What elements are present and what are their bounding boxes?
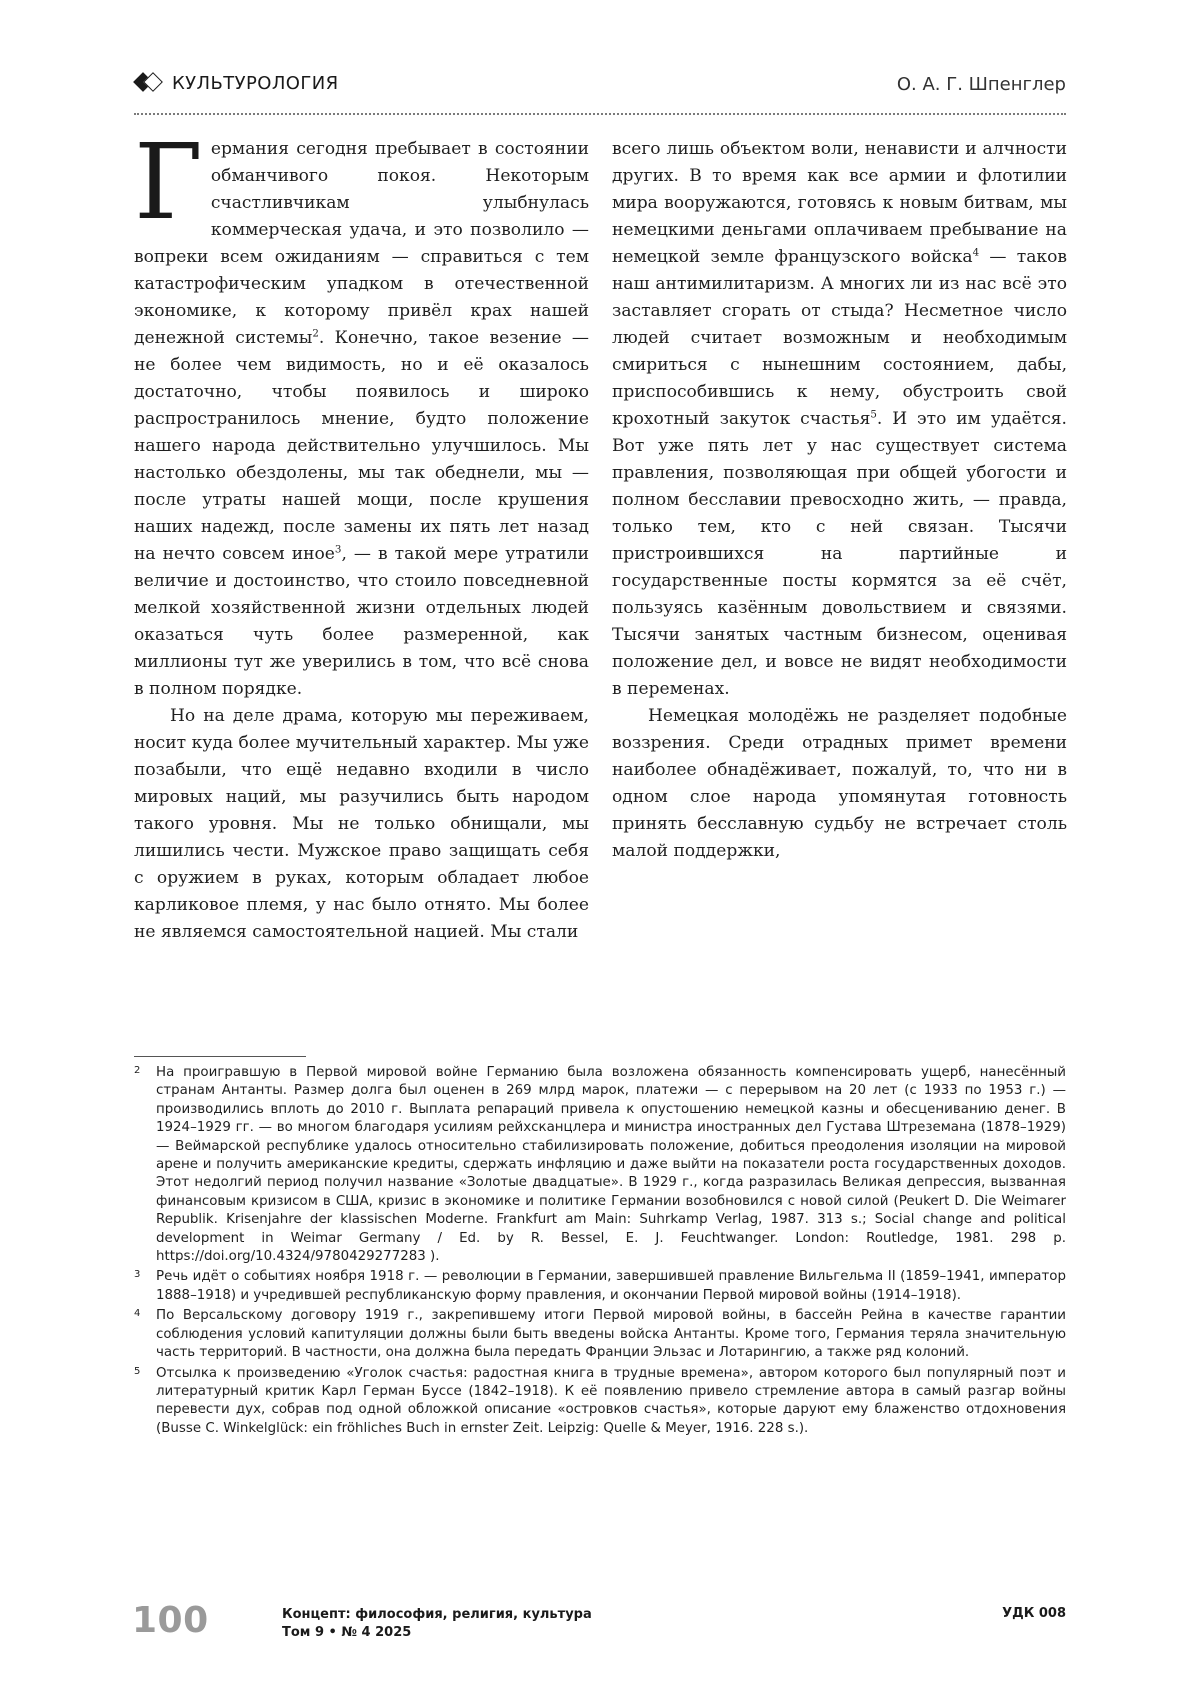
footnote-number: 2 bbox=[134, 1065, 141, 1076]
section-heading bbox=[134, 72, 338, 94]
journal-volume: Том 9 bbox=[282, 1625, 324, 1640]
paragraph-2-part-a: Но на деле драма, которую мы переживаем, носит куда более мучительный характер. Мы уже позабыли, что ещё недавно входили в число мировых наций, мы разучились быть народом такого уровня. Мы не только обнищали, мы лишились чести. Мужское право защищать себя с оружием в руках, которым обладает любое карликовое племя, у нас было отнято. Мы более не являемся самостоятельной нацией. Мы стали bbox=[134, 706, 589, 942]
footnote-ref-5[interactable]: 5 bbox=[870, 408, 877, 421]
diamond-icon bbox=[134, 72, 164, 94]
paragraph-3: Немецкая молодёжь не разделяет подобные воззрения. Среди отрадных примет времени наиболее обнадёживает, пожалуй, то, что ни в одном слое народа упомянутая готовность принять бесславную судьбу не встречает столь малой поддержки, bbox=[612, 706, 1067, 861]
footnote-2 bbox=[134, 1064, 1066, 1266]
footnote-divider bbox=[134, 1056, 306, 1057]
footnote-text: Отсылка к произведению «Уголок счастья: радостная книга в трудные времена», автором которого был популярный поэт и литературный критик Карл Герман Буссе (1842–1918). К её появлению привело стремление автора в самый разгар войны перевести дух, собрав под одной обложкой описание «островков счастья», которые даруют ему блаженство отдохновения (Busse C. Winkelglück: ein fröhliches Buch in ernster Zeit. Leipzig: Quelle & Meyer, 1916. 228 s.). bbox=[156, 1365, 1066, 1436]
udk-code: УДК 008 bbox=[1002, 1606, 1066, 1621]
paragraph-1-part-b: . Конечно, такое везение — не более чем видимость, но и её оказалось достаточно, чтобы появилось и широко распространилось мнение, будто положение нашего народа действительно улучшилось. Мы настолько обездолены, мы так обеднели, мы — после утраты нашей мощи, после крушения наших надежд, после замены их пять лет назад на нечто совсем иное bbox=[134, 328, 589, 564]
journal-info bbox=[282, 1606, 592, 1642]
footnote-text: Речь идёт о событиях ноября 1918 г. — революции в Германии, завершившей правление Вильгельма II (1859–1941, император 1888–1918) и учредившей республиканскую форму правления, и окончании Первой мировой войны (1914–1918). bbox=[156, 1269, 1066, 1303]
body-column-right bbox=[612, 136, 1067, 865]
footnote-3 bbox=[134, 1268, 1066, 1305]
journal-title: Концепт: философия, религия, культура bbox=[282, 1607, 592, 1622]
journal-number: № 4 2025 bbox=[341, 1625, 412, 1640]
journal-issue bbox=[282, 1624, 592, 1642]
page-number: 100 bbox=[132, 1600, 209, 1641]
footnotes bbox=[134, 1064, 1066, 1440]
paragraph-1-part-a: ермания сегодня пребывает в состоянии обманчивого покоя. Некоторым счастливчикам улыбнулась коммерческая удача, и это позволило — вопреки всем ожиданиям — справиться с тем катастрофическим упадком в отечественной экономике, к которому привёл крах нашей денежной системы bbox=[134, 139, 589, 348]
footnote-number: 4 bbox=[134, 1308, 141, 1320]
running-header bbox=[134, 72, 1066, 112]
body-column-left bbox=[134, 121, 589, 946]
paragraph-2-part-c: . И это им удаётся. Вот уже пять лет у нас существует система правления, позволяющая при общей убогости и полном бесславии превосходно жить, — правда, только тем, кто с ней связан. Тысячи пристроившихся на партийные и государственные посты кормятся за её счёт, пользуясь казённым довольствием и связями. Тысячи занятых частным бизнесом, оценивая положение дел, и вовсе не видят необходимости в переменах. bbox=[612, 409, 1067, 699]
section-label: КУЛЬТУРОЛОГИЯ bbox=[172, 72, 339, 94]
footnote-ref-3[interactable]: 3 bbox=[334, 543, 342, 556]
footnote-number: 5 bbox=[134, 1365, 141, 1377]
paragraph-1 bbox=[134, 121, 589, 703]
footnote-5 bbox=[134, 1365, 1066, 1439]
footnote-text: На проигравшую в Первой мировой войне Германию была возложена обязанность компенсировать ущерб, нанесённый странам Антанты. Размер долга был оценен в 269 млрд марок, платежи — с перерывом на 20 лет (с 1933 по 1953 г.) — производились вплоть до 2010 г. Выплата репараций привела к опустошению немецкой казны и обесцениванию денег. В 1924–1929 гг. — во многом благодаря усилиям рейхсканцлера и министра иностранных дел Густава Штреземана (1878–1929) — Веймарской республике удалось относительно стабилизировать положение, добиться преодоления изоляции на мировой арене и получить американские кредиты, сдержать инфляцию и даже выйти на показатели роста государственных доходов. Этот недолгий период получил название «Золотые двадцатые». В 1929 г., когда разразилась Великая депрессия, вызванная финансовым кризисом в США, кризис в экономике и политике Германии возобновился с новой силой (Peukert D. Die Weimarer Republik. Krisenjahre der klassischen Moderne. Frankfurt am Main: Suhrkamp Verlag, 1987. 313 s.; Social change and political development in Weimar Germany / Ed. by R. Bessel, E. J. Feuchtwanger. London: Routledge, 1981. 298 p. https://doi.org/10.4324/9780429277283 ). bbox=[156, 1065, 1066, 1265]
author-label: О. А. Г. Шпенглер bbox=[896, 74, 1066, 95]
footnote-number: 3 bbox=[134, 1269, 141, 1281]
footnote-ref-4[interactable]: 4 bbox=[972, 246, 980, 259]
paragraph-1-part-c: , — в такой мере утратили величие и достоинство, что стоило повседневной мелкой хозяйственной жизни отдельных людей оказаться чуть более размеренной, как миллионы тут же уверились в том, что всё снова в полном порядке. bbox=[134, 544, 589, 699]
drop-cap: Г bbox=[134, 121, 203, 243]
paragraph-2-part-b: — таков наш антимилитаризм. А многих ли из нас всё это заставляет сгорать от стыда? Несметное число людей считает возможным и необходимым смириться с нынешним состоянием, дабы, приспособившись к нему, обустроить свой крохотный закуток счастья bbox=[612, 247, 1067, 429]
paragraph-2-part-a: всего лишь объектом воли, ненависти и алчности других. В то время как все армии и флотилии мира вооружаются, готовясь к новым битвам, мы немецкими деньгами оплачиваем пребывание на немецкой земле французского войска bbox=[612, 139, 1067, 267]
footnote-ref-2[interactable]: 2 bbox=[312, 327, 319, 340]
paragraph-2-continued bbox=[612, 136, 1067, 703]
footnote-4 bbox=[134, 1307, 1066, 1362]
paragraph-2 bbox=[134, 703, 589, 946]
header-divider bbox=[134, 113, 1066, 115]
footnote-text: По Версальскому договору 1919 г., закрепившему итоги Первой мировой войны, в бассейн Рейна в качестве гарантии соблюдения условий капитуляции должны были быть введены войска Антанты. Кроме того, Германия теряла значительную часть территорий. В частности, она должна была передать Франции Эльзас и Лотарингию, а также ряд колоний. bbox=[156, 1308, 1066, 1361]
issue-separator: • bbox=[328, 1625, 337, 1640]
